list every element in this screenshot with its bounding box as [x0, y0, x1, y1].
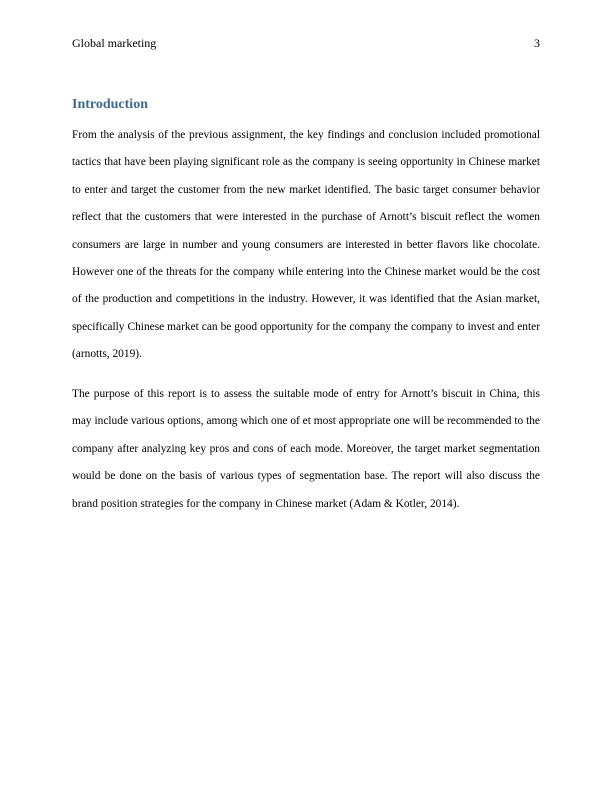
running-title: Global marketing [72, 36, 157, 50]
page-number: 3 [534, 36, 540, 50]
running-header [72, 36, 540, 50]
section-heading-introduction: Introduction [72, 97, 148, 112]
body-paragraph: The purpose of this report is to assess the suitable mode of entry for Arnott’s biscuit in China, this may include various options, among which one of et most appropriate one will be recommended to the company after analyzing key pros and cons of each mode. Moreover, the target market segmentation would be done on the basis of various types of segmentation base. The report will also discuss the brand position strategies for the company in Chinese market (Adam & Kotler, 2014). [72, 388, 540, 510]
body-paragraph: From the analysis of the previous assignment, the key findings and conclusion included promotional tactics that have been playing significant role as the company is seeing opportunity in Chinese market to enter and target the customer from the new market identified. The basic target consumer behavior reflect that the customers that were interested in the purchase of Arnott’s biscuit reflect the women consumers are large in number and young consumers are interested in better flavors like chocolate. However one of the threats for the company while entering into the Chinese market would be the cost of the production and competitions in the industry. However, it was identified that the Asian market, specifically Chinese market can be good opportunity for the company the company to invest and enter (arnotts, 2019). [72, 129, 540, 361]
